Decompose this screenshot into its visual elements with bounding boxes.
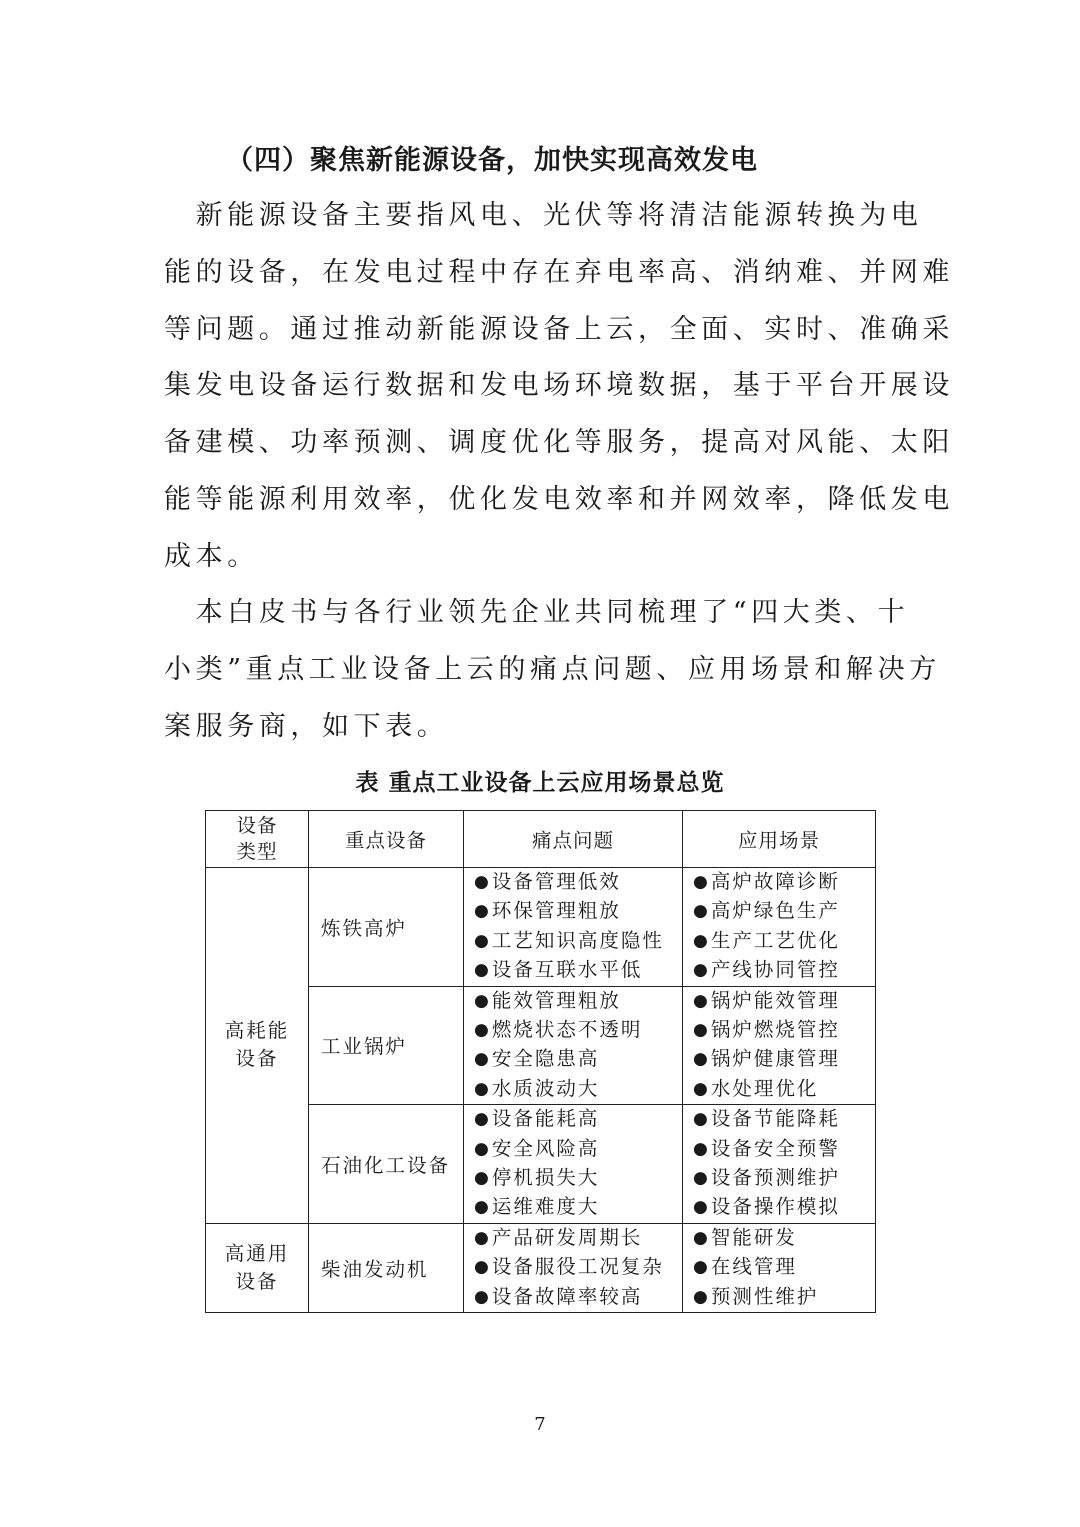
table-row bbox=[206, 868, 876, 987]
scenario-item: ● 锅炉燃烧管控 bbox=[693, 1016, 875, 1045]
equipment-overview-table bbox=[205, 810, 876, 1313]
equipment-name-cell: 石油化工设备 bbox=[309, 1105, 464, 1224]
scenario-item: ● 设备节能降耗 bbox=[693, 1105, 875, 1134]
scenarios-cell bbox=[683, 986, 876, 1105]
paragraph-whitepaper-summary bbox=[164, 585, 941, 755]
paragraph-new-energy bbox=[164, 188, 954, 586]
pain-points-cell bbox=[464, 986, 683, 1105]
pain-point-item: ● 安全隐患高 bbox=[474, 1045, 682, 1074]
type-line: 高耗能 bbox=[224, 1019, 290, 1043]
scenario-item: ● 设备预测维护 bbox=[693, 1164, 875, 1193]
pain-point-item: ● 安全风险高 bbox=[474, 1135, 682, 1164]
paragraph-line: 案服务商，如下表。 bbox=[164, 710, 449, 742]
header-pain-points: 痛点问题 bbox=[464, 811, 683, 868]
pain-points-cell bbox=[464, 1105, 683, 1224]
paragraph-line: 小类”重点工业设备上云的痛点问题、应用场景和解决方 bbox=[164, 653, 941, 685]
type-line: 设备 bbox=[235, 1269, 279, 1293]
paragraph-line: 成本。 bbox=[164, 540, 259, 572]
scenario-item: ● 设备安全预警 bbox=[693, 1135, 875, 1164]
paragraph-line: 备建模、功率预测、调度优化等服务，提高对风能、太阳 bbox=[164, 427, 954, 459]
pain-point-item: ● 设备互联水平低 bbox=[474, 956, 682, 985]
equipment-type-cell bbox=[206, 1223, 309, 1312]
pain-point-item: ● 设备管理低效 bbox=[474, 868, 682, 897]
page-number: 7 bbox=[534, 1414, 546, 1435]
pain-point-item: ● 设备能耗高 bbox=[474, 1105, 682, 1134]
table-caption: 表 重点工业设备上云应用场景总览 bbox=[355, 770, 725, 796]
pain-point-item: ● 设备故障率较高 bbox=[474, 1283, 682, 1312]
scenario-item: ● 高炉绿色生产 bbox=[693, 897, 875, 926]
header-line: 设备 bbox=[236, 814, 278, 837]
header-key-equipment: 重点设备 bbox=[309, 811, 464, 868]
pain-points-cell bbox=[464, 1223, 683, 1312]
scenario-item: ● 锅炉能效管理 bbox=[693, 987, 875, 1016]
type-line: 设备 bbox=[235, 1047, 279, 1071]
equipment-name-cell: 柴油发动机 bbox=[309, 1223, 464, 1312]
paragraph-line: 集发电设备运行数据和发电场环境数据，基于平台开展设 bbox=[164, 370, 954, 402]
scenario-item: ● 智能研发 bbox=[693, 1224, 875, 1253]
pain-point-item: ● 设备服役工况复杂 bbox=[474, 1253, 682, 1282]
equipment-name-cell: 炼铁高炉 bbox=[309, 868, 464, 987]
pain-point-item: ● 燃烧状态不透明 bbox=[474, 1016, 682, 1045]
scenario-item: ● 在线管理 bbox=[693, 1253, 875, 1282]
pain-point-item: ● 水质波动大 bbox=[474, 1075, 682, 1104]
header-line: 类型 bbox=[236, 840, 278, 863]
pain-point-item: ● 运维难度大 bbox=[474, 1193, 682, 1222]
scenario-item: ● 水处理优化 bbox=[693, 1075, 875, 1104]
paragraph-line: 新能源设备主要指风电、光伏等将清洁能源转换为电 bbox=[164, 200, 923, 231]
paragraph-line: 能等能源利用效率，优化发电效率和并网效率，降低发电 bbox=[164, 483, 954, 515]
scenario-item: ● 高炉故障诊断 bbox=[693, 868, 875, 897]
header-equipment-type bbox=[206, 811, 309, 868]
pain-point-item: ● 工艺知识高度隐性 bbox=[474, 927, 682, 956]
pain-point-item: ● 环保管理粗放 bbox=[474, 897, 682, 926]
section-heading: （四）聚焦新能源设备，加快实现高效发电 bbox=[226, 145, 758, 176]
scenario-item: ● 锅炉健康管理 bbox=[693, 1045, 875, 1074]
pain-point-item: ● 停机损失大 bbox=[474, 1164, 682, 1193]
header-scenarios: 应用场景 bbox=[683, 811, 876, 868]
scenario-item: ● 产线协同管控 bbox=[693, 956, 875, 985]
scenario-item: ● 生产工艺优化 bbox=[693, 927, 875, 956]
equipment-name-cell: 工业锅炉 bbox=[309, 986, 464, 1105]
paragraph-line: 等问题。通过推动新能源设备上云，全面、实时、准确采 bbox=[164, 313, 954, 345]
pain-points-cell bbox=[464, 868, 683, 987]
table-header-row bbox=[206, 811, 876, 868]
paragraph-line: 能的设备，在发电过程中存在弃电率高、消纳难、并网难 bbox=[164, 256, 954, 288]
equipment-type-cell bbox=[206, 868, 309, 1224]
scenario-item: ● 预测性维护 bbox=[693, 1283, 875, 1312]
type-line: 高通用 bbox=[224, 1241, 290, 1265]
scenarios-cell bbox=[683, 1223, 876, 1312]
scenario-item: ● 设备操作模拟 bbox=[693, 1193, 875, 1222]
scenarios-cell bbox=[683, 1105, 876, 1224]
pain-point-item: ● 产品研发周期长 bbox=[474, 1224, 682, 1253]
table-row bbox=[206, 1223, 876, 1312]
paragraph-line: 本白皮书与各行业领先企业共同梳理了“四大类、十 bbox=[164, 597, 910, 628]
scenarios-cell bbox=[683, 868, 876, 987]
pain-point-item: ● 能效管理粗放 bbox=[474, 987, 682, 1016]
